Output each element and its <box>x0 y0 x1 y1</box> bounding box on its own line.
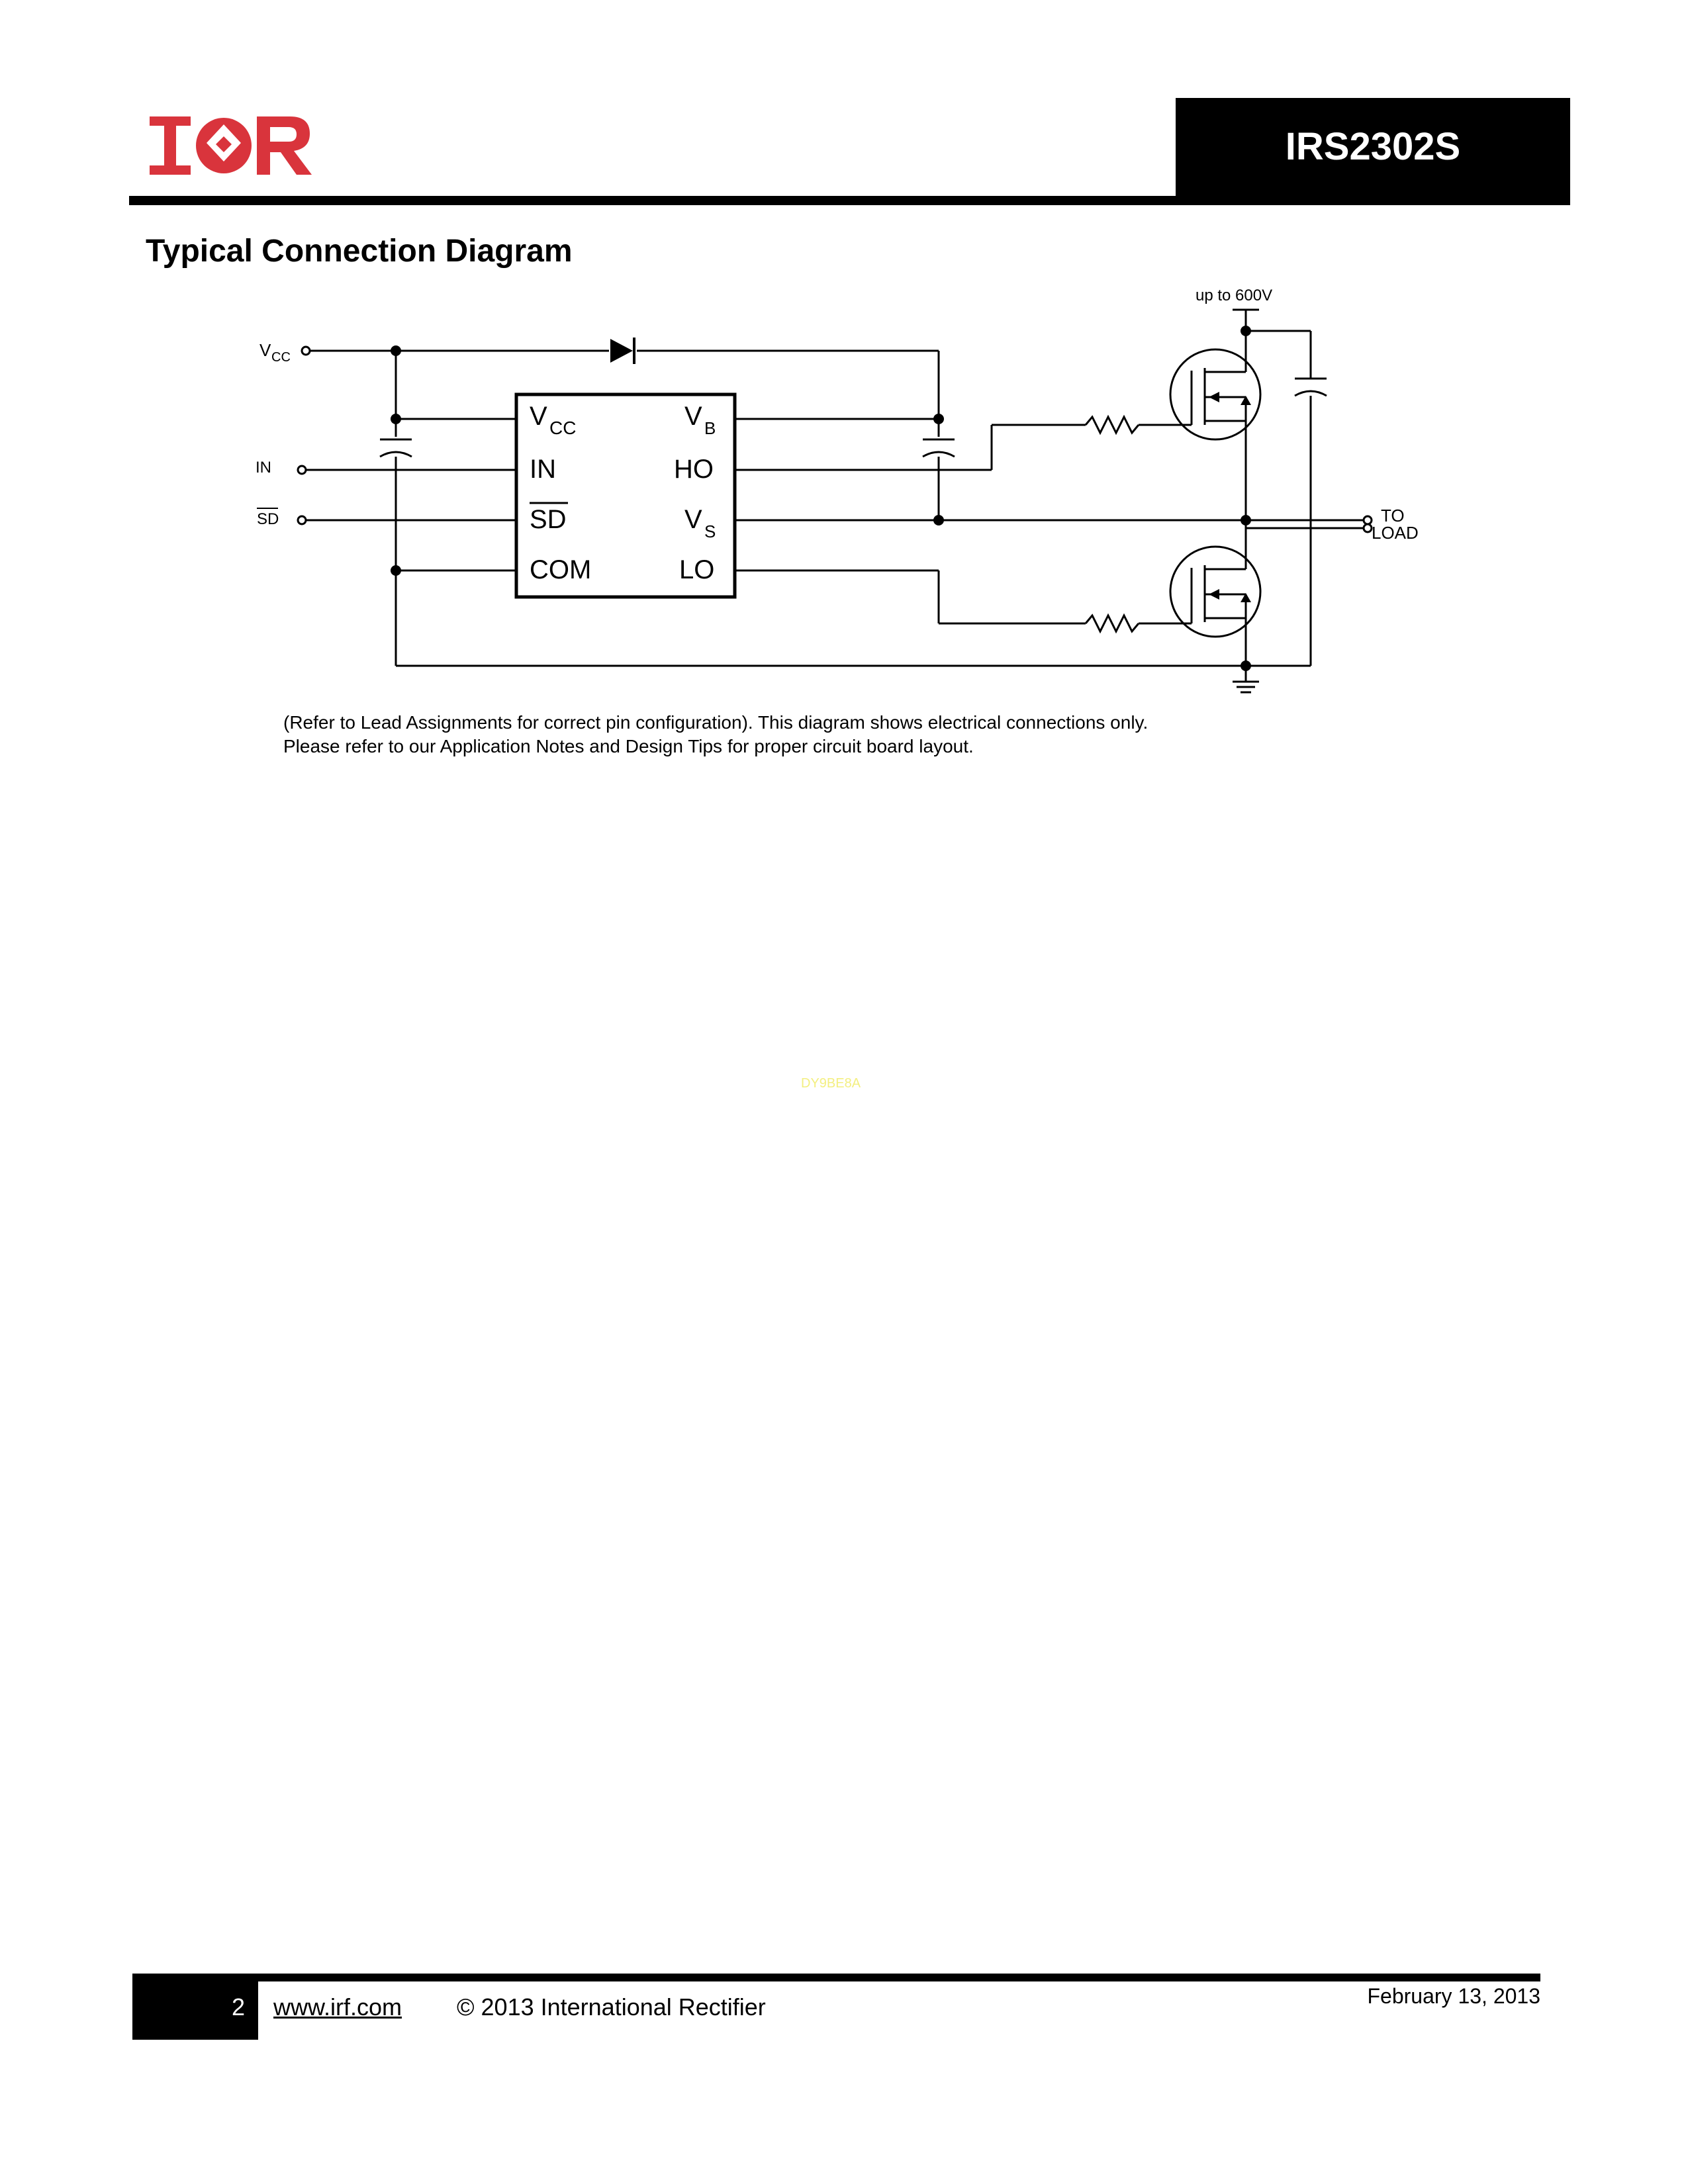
copyright: © 2013 International Rectifier <box>457 1993 766 2021</box>
part-number: IRS2302S <box>1285 125 1461 168</box>
document-date: February 13, 2013 <box>1367 1984 1540 2008</box>
pin-sd: SD <box>530 505 567 534</box>
vcc-terminal <box>302 347 310 355</box>
high-side-mosfet <box>1170 349 1260 439</box>
pin-vs: V <box>684 505 702 534</box>
low-side-mosfet <box>1170 547 1260 637</box>
note-line-2: Please refer to our Application Notes and Design Tips for proper circuit board layout. <box>283 736 974 756</box>
pin-com: COM <box>530 555 592 584</box>
supply-label: up to 600V <box>1196 287 1273 304</box>
pin-vcc-sub: CC <box>549 418 577 438</box>
website-link[interactable]: www.irf.com <box>273 1993 402 2021</box>
ior-logo <box>150 116 312 175</box>
note-line-1: (Refer to Lead Assignments for correct pin configuration). This diagram shows electrical connections only. <box>283 712 1149 733</box>
pin-vcc: V <box>530 402 547 431</box>
ic-box <box>516 394 735 597</box>
watermark: DY9BE8A <box>801 1076 861 1091</box>
to-label: TO <box>1381 506 1405 525</box>
in-terminal <box>298 466 306 474</box>
pin-vs-sub: S <box>704 522 716 541</box>
pin-ho: HO <box>674 455 714 484</box>
diagram-note <box>283 711 1148 758</box>
pin-vb: V <box>684 402 702 431</box>
bootstrap-diode <box>610 339 633 363</box>
sd-terminal <box>298 516 306 524</box>
sd-label: SD <box>257 510 279 528</box>
vcc-label: V <box>259 340 271 360</box>
load-label: LOAD <box>1372 523 1419 543</box>
header-rule <box>129 196 1570 205</box>
section-title: Typical Connection Diagram <box>146 234 573 269</box>
footer-rule <box>132 1974 1540 1981</box>
in-label: IN <box>256 459 271 477</box>
pin-in: IN <box>530 455 556 484</box>
page-number: 2 <box>231 1993 245 2021</box>
pin-lo: LO <box>679 555 715 584</box>
pin-vb-sub: B <box>704 418 716 438</box>
vcc-label-sub: CC <box>271 350 291 365</box>
